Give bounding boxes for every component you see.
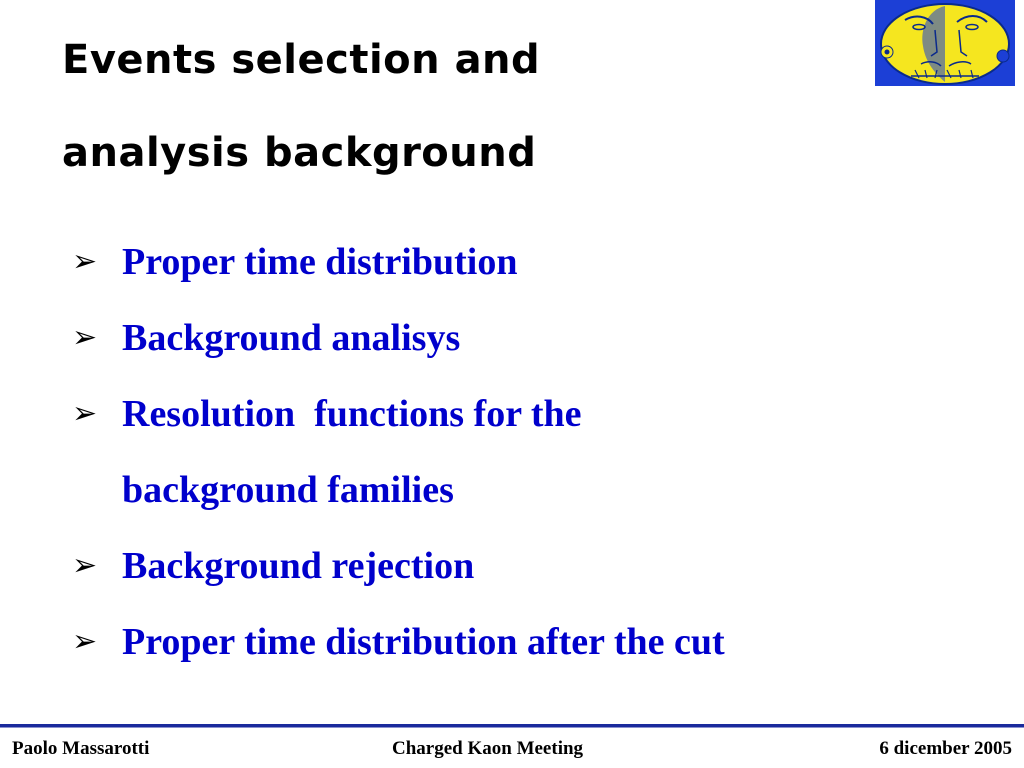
list-item-text: Background rejection — [122, 545, 475, 587]
list-item — [72, 604, 972, 680]
list-item — [72, 300, 972, 376]
arrow-bullet-icon: ➢ — [72, 548, 98, 583]
footer-author: Paolo Massarotti — [12, 738, 150, 759]
list-item-text: Background analisys — [122, 317, 461, 359]
arrow-bullet-icon: ➢ — [72, 624, 98, 659]
footer-date: 6 dicember 2005 — [879, 738, 1012, 759]
kloe-logo-icon — [875, 0, 1015, 86]
list-item — [72, 376, 972, 528]
list-item-text — [122, 376, 972, 528]
list-item — [72, 528, 972, 604]
arrow-bullet-icon: ➢ — [72, 244, 98, 279]
footer-divider — [0, 724, 1024, 728]
list-item — [72, 224, 972, 300]
list-item-text: Proper time distribution — [122, 241, 518, 283]
arrow-bullet-icon: ➢ — [72, 396, 98, 431]
bullet-list — [72, 224, 972, 680]
slide-title — [62, 14, 802, 200]
list-item-text: Proper time distribution after the cut — [122, 621, 725, 663]
slide-footer — [0, 738, 1024, 762]
arrow-bullet-icon: ➢ — [72, 320, 98, 355]
list-item-text-line-1: Resolution functions for the — [122, 393, 582, 435]
kloe-logo-graphic — [875, 0, 1015, 86]
slide-title-line-1: Events selection and — [62, 37, 541, 83]
slide-title-line-2: analysis background — [62, 130, 537, 176]
list-item-text-line-2: background families — [122, 469, 454, 511]
footer-meeting: Charged Kaon Meeting — [392, 738, 584, 759]
